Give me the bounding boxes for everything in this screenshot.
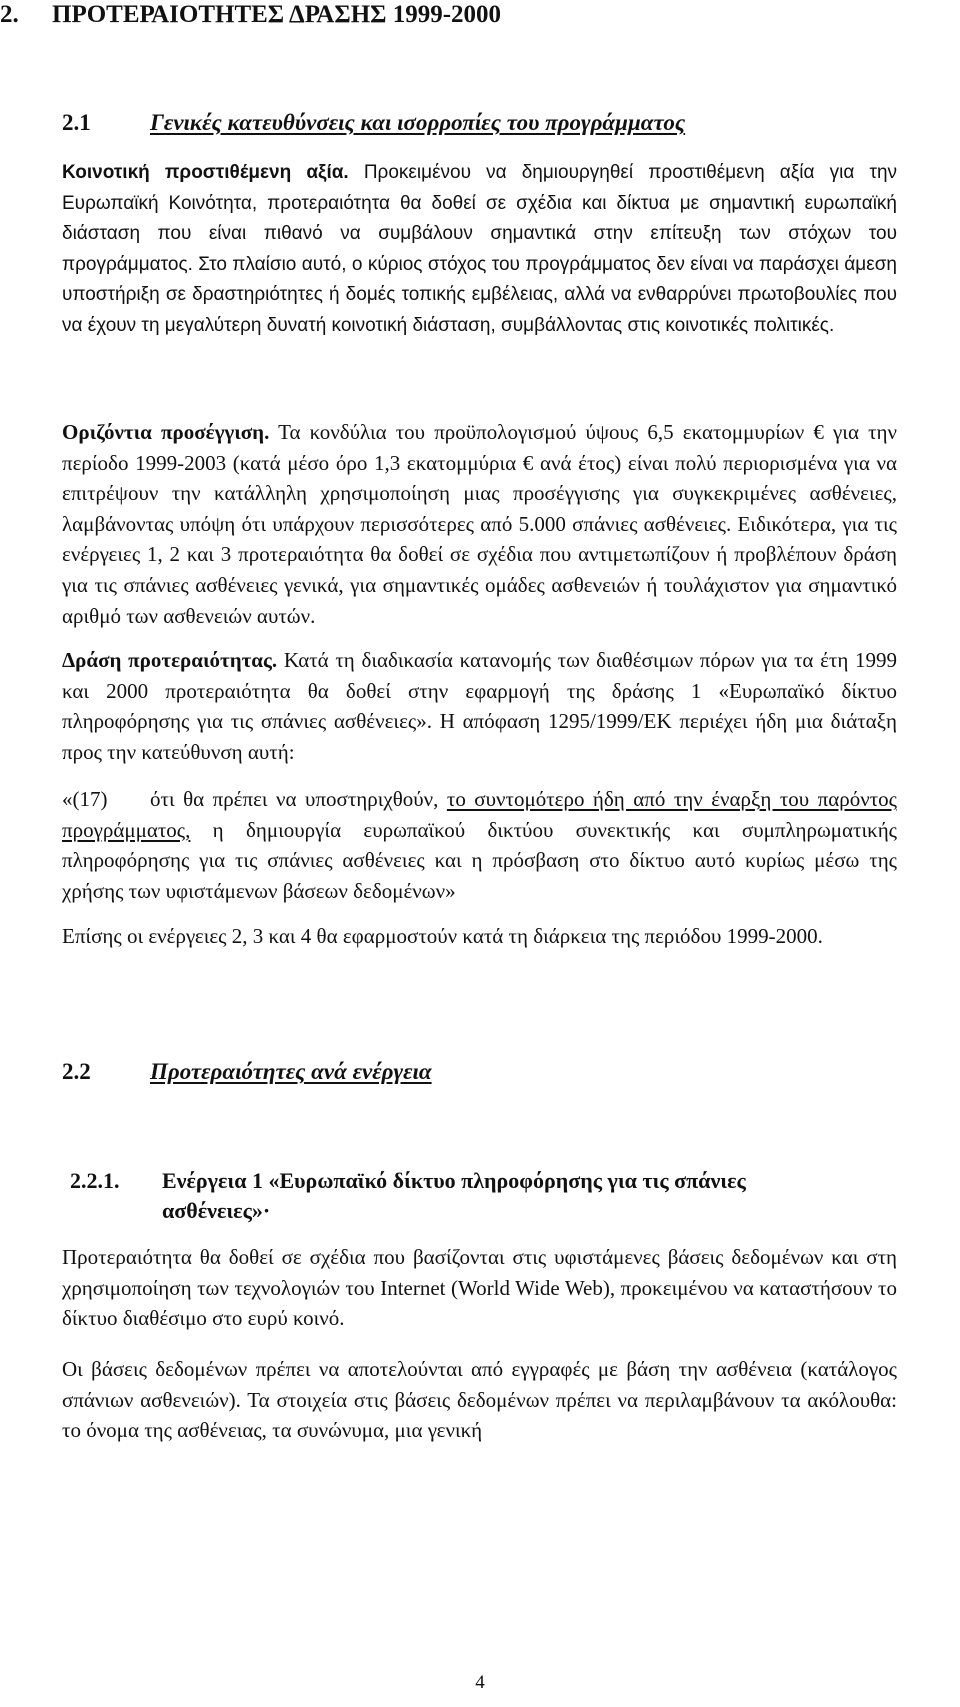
section-number: 2. xyxy=(0,1,19,28)
paragraph-text: Επίσης οι ενέργειες 2, 3 και 4 θα εφαρμοστούν κατά τη διάρκεια της περιόδου 1999-2000. xyxy=(62,924,823,948)
paragraph-databases xyxy=(62,1354,897,1446)
paragraph-lead: Οριζόντια προσέγγιση. xyxy=(62,420,270,444)
subsubsection-title-line1: Ενέργεια 1 «Ευρωπαϊκό δίκτυο πληροφόρησης για τις σπάνιες xyxy=(162,1168,746,1193)
paragraph-also-actions xyxy=(62,921,897,952)
paragraph-text: Τα κονδύλια του προϋπολογισμού ύψους 6,5 εκατομμυρίων € για την περίοδο 1999-2003 (κατά μέσο όρο 1,3 εκατομμύρια € ανά έτος) είναι πολύ περιορισμένα για να επιτρέψουν την κατάλληλη χρησιμοποίηση μιας προσέγγισης για συγκεκριμένες ασθένειες, λαμβάνοντας υπόψη ότι υπάρχουν περισσότερες από 5.000 σπάνιες ασθένειες. Ειδικότερα, για τις ενέργειες 1, 2 και 3 προτεραιότητα θα δοθεί σε σχέδια που αντιμετωπίζουν ή προβλέπουν δράση για τις σπάνιες ασθένειες γενικά, για σημαντικές ομάδες ασθενειών ή τουλάχιστον για σημαντικό αριθμό των ασθενειών αυτών. xyxy=(62,420,897,628)
subsection-title: Γενικές κατευθύνσεις και ισορροπίες του προγράμματος xyxy=(150,110,686,135)
quote-text-underlined: το συντομότερο ήδη από την έναρξη του παρόντος προγράμματος, xyxy=(62,787,897,842)
paragraph-lead: Δράση προτεραιότητας. xyxy=(62,648,278,672)
paragraph-action1-priority xyxy=(62,1242,897,1334)
paragraph-text: Προκειμένου να δημιουργηθεί προστιθέμενη αξία για την Ευρωπαϊκή Κοινότητα, προτεραιότητα θα δοθεί σε σχέδια και δίκτυα με σημαντική ευρωπαϊκή διάσταση που είναι πιθανό να συμβάλουν σημαντικά στην επίτευξη των στόχων του προγράμματος. Στο πλαίσιο αυτό, ο κύριος στόχος του προγράμματος δεν είναι να παράσχει άμεση υποστήριξη σε δραστηριότητες ή δομές τοπικής εμβέλειας, αλλά να ενθαρρύνει πρωτοβουλίες που να έχουν τη μεγαλύτερη δυνατή κοινοτική διάσταση, συμβάλλοντας στις κοινοτικές πολιτικές. xyxy=(62,162,898,336)
paragraph-priority-action xyxy=(62,645,897,767)
subsubsection-heading-2-2-1 xyxy=(70,1166,897,1226)
section-heading xyxy=(0,0,501,30)
subsubsection-title-line2: ασθένειες»· xyxy=(162,1198,271,1223)
subsection-title: Προτεραιότητες ανά ενέργεια xyxy=(150,1059,432,1084)
paragraph-text: Κατά τη διαδικασία κατανομής των διαθέσιμων πόρων για τα έτη 1999 και 2000 προτεραιότητα θα δοθεί στην εφαρμογή της δράσης 1 «Ευρωπαϊκό δίκτυο πληροφόρησης για τις σπάνιες ασθένειες». Η απόφαση 1295/1999/ΕΚ περιέχει ήδη μια διάταξη προς την κατεύθυνση αυτή: xyxy=(62,648,897,764)
subsection-number: 2.2 xyxy=(62,1059,91,1084)
page-number: 4 xyxy=(475,1672,485,1693)
paragraph-text: Οι βάσεις δεδομένων πρέπει να αποτελούνται από εγγραφές με βάση την ασθένεια (κατάλογος σπάνιων ασθενειών). Τα στοιχεία στις βάσεις δεδομένων πρέπει να περιλαμβάνουν τα ακόλουθα: το όνομα της ασθένειας, τα συνώνυμα, μια γενική xyxy=(62,1357,897,1443)
paragraph-text: Προτεραιότητα θα δοθεί σε σχέδια που βασίζονται στις υφιστάμενες βάσεις δεδομένων και στη χρησιμοποίηση των τεχνολογιών του Internet (World Wide Web), προκειμένου να καταστήσουν το δίκτυο διαθέσιμο στο ευρύ κοινό. xyxy=(62,1245,897,1331)
quote-text-after: η δημιουργία ευρωπαϊκού δικτύου συνεκτικής και συμπληρωματικής πληροφόρησης για τις σπάνιες ασθένειες και η πρόσβαση στο δίκτυο αυτό κυρίως μέσω της χρήσης των υφιστάμενων βάσεων δεδομένων» xyxy=(62,817,897,903)
subsubsection-number: 2.2.1. xyxy=(70,1168,120,1193)
quote-number: «(17) xyxy=(62,787,108,811)
paragraph-community-added-value xyxy=(62,158,897,342)
paragraph-lead: Κοινοτική προστιθέμενη αξία. xyxy=(62,162,349,183)
paragraph-quote-17 xyxy=(62,784,897,906)
subsection-number: 2.1 xyxy=(62,110,91,135)
section-title: ΠΡΟΤΕΡΑΙΟΤΗΤΕΣ ΔΡΑΣΗΣ 1999-2000 xyxy=(52,1,502,28)
paragraph-horizontal-approach xyxy=(62,417,897,631)
subsection-heading-2-1 xyxy=(62,108,685,138)
quote-text-before: ότι θα πρέπει να υποστηριχθούν, xyxy=(150,787,447,811)
subsection-heading-2-2 xyxy=(62,1057,432,1087)
